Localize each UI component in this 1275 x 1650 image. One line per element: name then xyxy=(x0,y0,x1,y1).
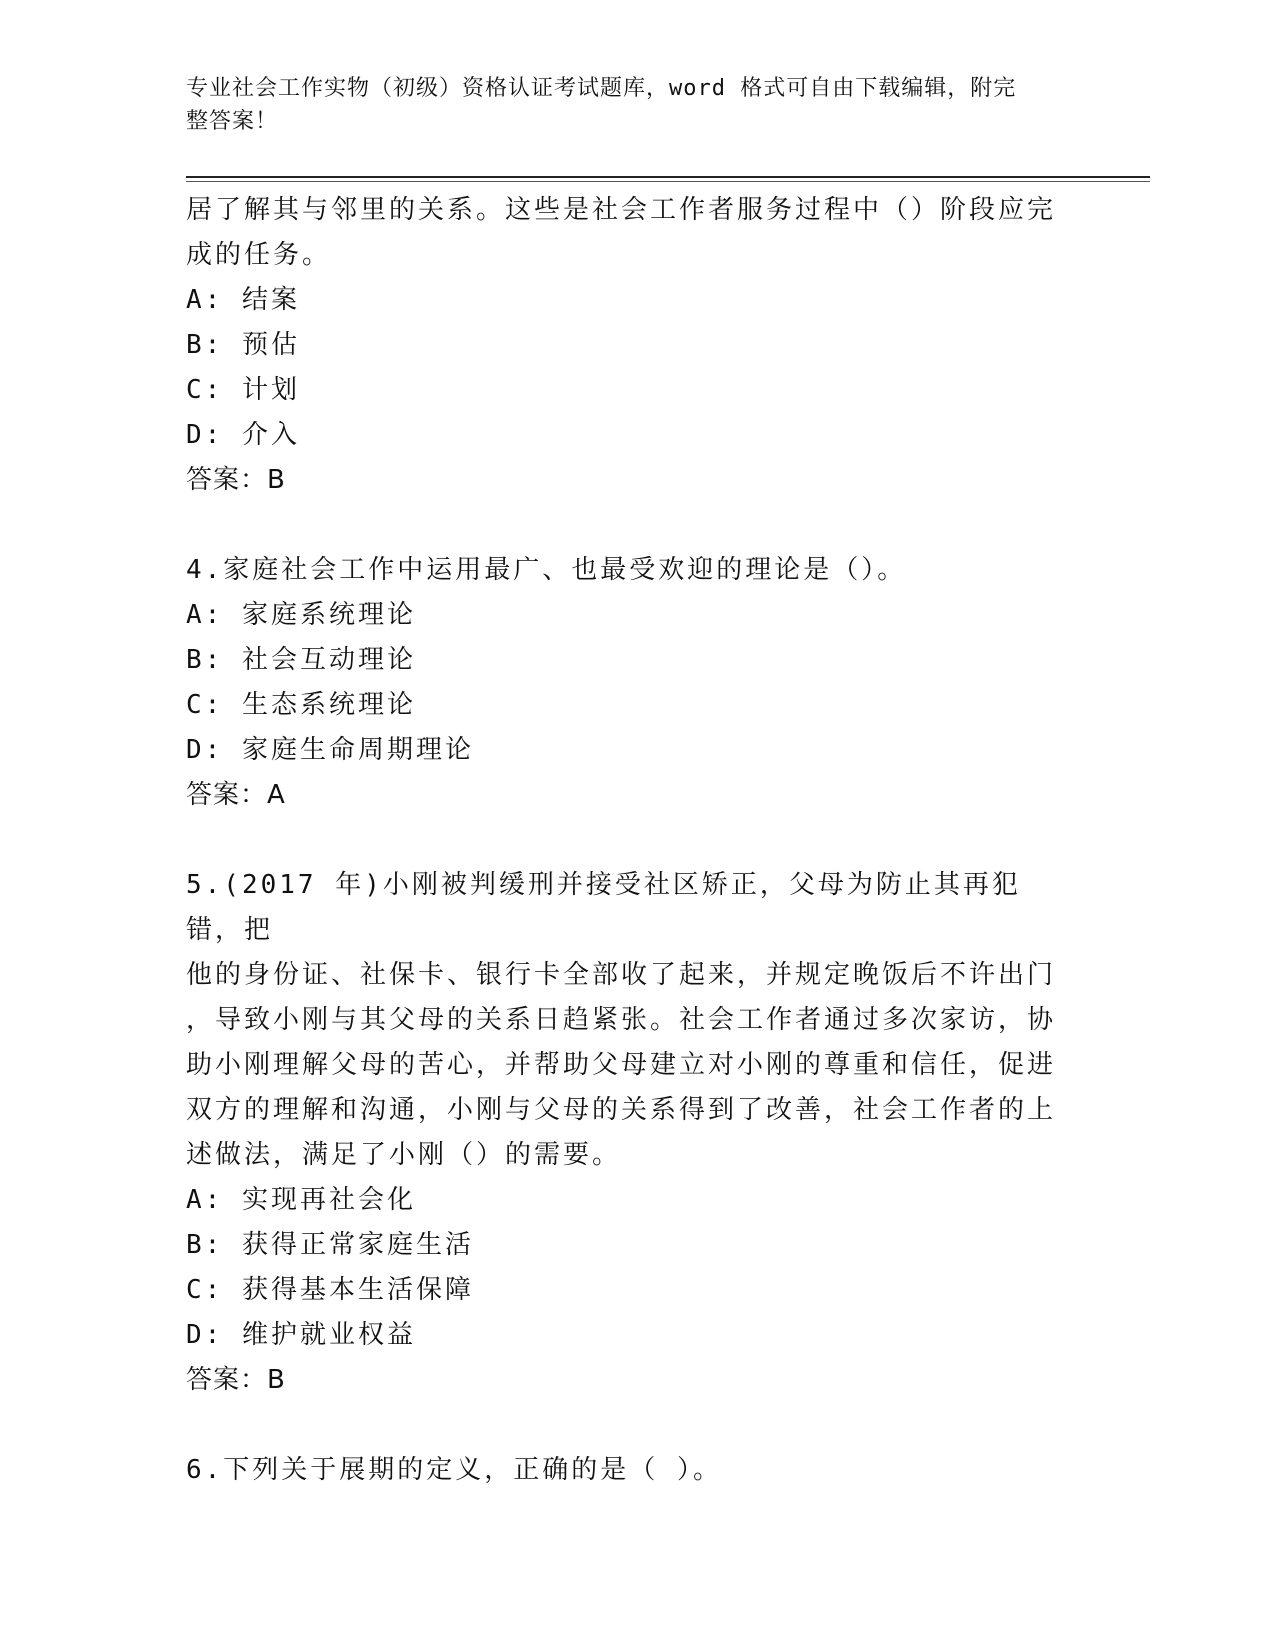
question-4-option-b: B: 社会互动理论 xyxy=(186,645,416,675)
header-divider-thin xyxy=(186,181,1150,182)
question-6 xyxy=(186,1448,1076,1493)
spacer xyxy=(186,503,1076,548)
question-5-stem-line-3: ，导致小刚与其父母的关系日趋紧张。社会工作者通过多次家访，协 xyxy=(186,1005,1057,1035)
question-5-option-c: C: 获得基本生活保障 xyxy=(186,1275,474,1305)
question-4-option-c: C: 生态系统理论 xyxy=(186,690,416,720)
question-5-stem-line-4: 助小刚理解父母的苦心，并帮助父母建立对小刚的尊重和信任，促进 xyxy=(186,1050,1057,1080)
question-5-stem-line-1: 5.(2017 年)小刚被判缓刑并接受社区矫正，父母为防止其再犯错，把 xyxy=(186,870,1021,945)
question-3-option-b: B: 预估 xyxy=(186,330,300,360)
question-5-option-d: D: 维护就业权益 xyxy=(186,1320,416,1350)
question-3 xyxy=(186,188,1076,503)
question-5-option-a: A: 实现再社会化 xyxy=(186,1185,416,1215)
question-3-option-a: A: 结案 xyxy=(186,285,300,315)
header-divider-thick xyxy=(186,176,1150,178)
question-3-stem-line-1: 居了解其与邻里的关系。这些是社会工作者服务过程中（）阶段应完 xyxy=(186,195,1057,225)
question-5-stem-line-6: 述做法，满足了小刚（）的需要。 xyxy=(186,1140,622,1170)
question-4-stem: 4.家庭社会工作中运用最广、也最受欢迎的理论是（）。 xyxy=(186,555,907,585)
document-header xyxy=(186,72,1066,138)
header-line-2: 整答案！ xyxy=(186,109,279,134)
question-6-stem: 6.下列关于展期的定义，正确的是（ ）。 xyxy=(186,1455,722,1485)
question-4-option-d: D: 家庭生命周期理论 xyxy=(186,735,474,765)
question-5 xyxy=(186,863,1076,1403)
question-4-option-a: A: 家庭系统理论 xyxy=(186,600,416,630)
spacer xyxy=(186,1403,1076,1448)
question-5-answer: 答案：B xyxy=(186,1365,286,1395)
question-4 xyxy=(186,548,1076,818)
question-5-option-b: B: 获得正常家庭生活 xyxy=(186,1230,474,1260)
question-5-stem-line-2: 他的身份证、社保卡、银行卡全部收了起来，并规定晚饭后不许出门 xyxy=(186,960,1057,990)
question-list xyxy=(186,188,1076,1493)
question-3-answer: 答案：B xyxy=(186,465,286,495)
question-5-stem-line-5: 双方的理解和沟通，小刚与父母的关系得到了改善，社会工作者的上 xyxy=(186,1095,1057,1125)
question-3-stem-line-2: 成的任务。 xyxy=(186,240,332,270)
question-3-option-c: C: 计划 xyxy=(186,375,300,405)
header-line-1: 专业社会工作实物（初级）资格认证考试题库，word 格式可自由下载编辑，附完 xyxy=(186,76,1017,101)
spacer xyxy=(186,818,1076,863)
question-3-option-d: D: 介入 xyxy=(186,420,300,450)
question-4-answer: 答案：A xyxy=(186,780,286,810)
